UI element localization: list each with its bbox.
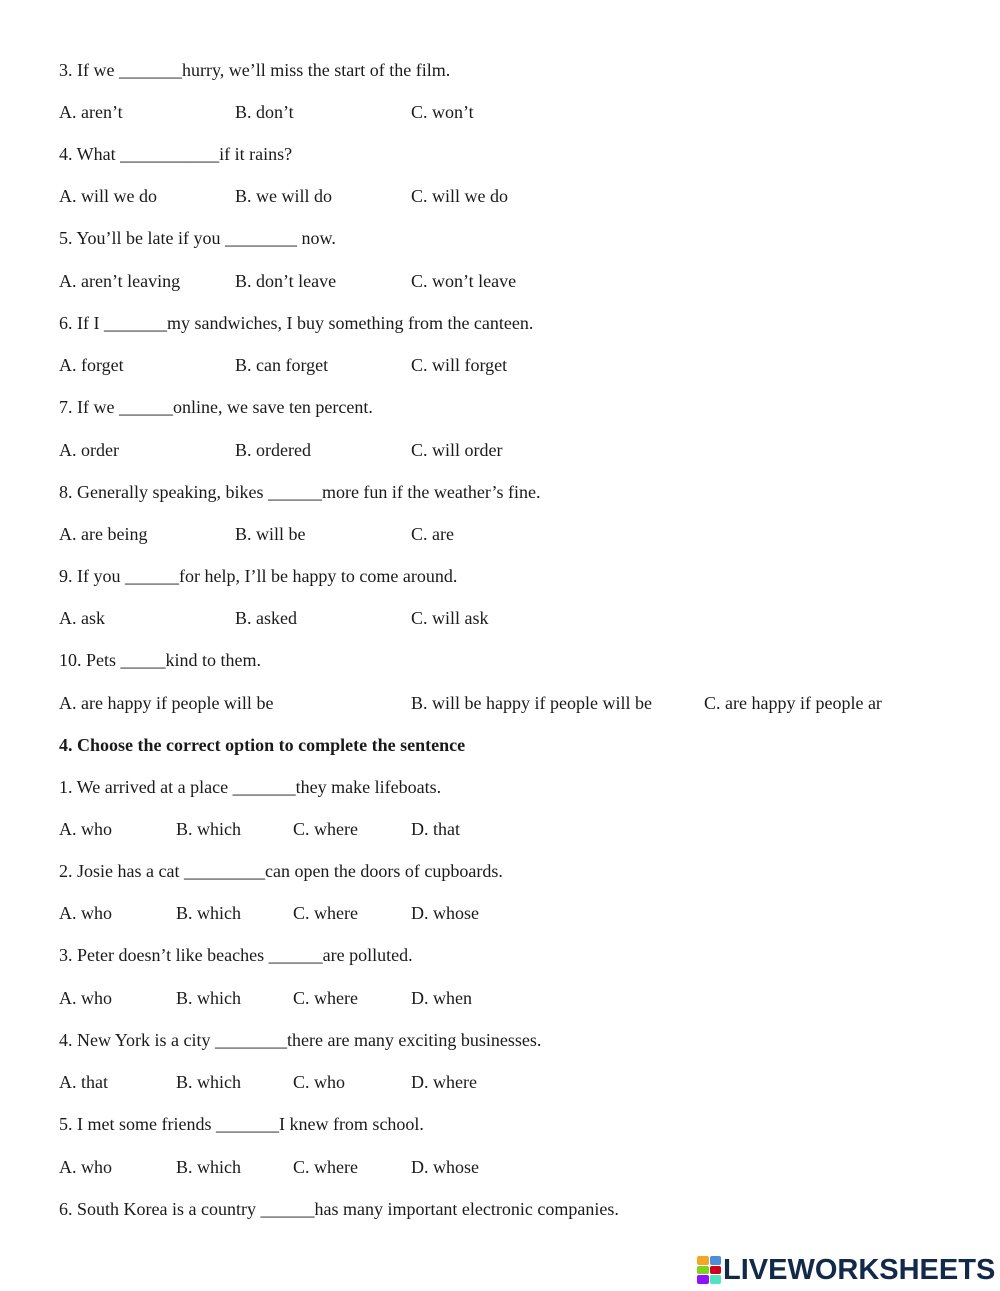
option-a[interactable]: A. are happy if people will be <box>59 693 274 713</box>
logo-icon <box>697 1256 721 1284</box>
option-a[interactable]: A. who <box>59 1157 112 1177</box>
option-d[interactable]: D. whose <box>411 903 479 923</box>
option-c[interactable]: C. where <box>293 988 358 1008</box>
option-b[interactable]: B. ordered <box>235 440 311 460</box>
question-6: 6. If I _______my sandwiches, I buy something from the canteen. <box>59 313 534 333</box>
option-b[interactable]: B. will be <box>235 524 306 544</box>
question-2: 2. Josie has a cat _________can open the doors of cupboards. <box>59 861 503 881</box>
option-b[interactable]: B. don’t leave <box>235 271 337 291</box>
option-a[interactable]: A. ask <box>59 608 105 628</box>
option-b[interactable]: B. which <box>176 903 241 923</box>
option-c[interactable]: C. are happy if people ar <box>704 693 882 713</box>
option-c[interactable]: C. where <box>293 903 358 923</box>
option-a[interactable]: A. order <box>59 440 119 460</box>
option-c[interactable]: C. where <box>293 1157 358 1177</box>
question-5b: 5. I met some friends _______I knew from school. <box>59 1114 424 1134</box>
option-d[interactable]: D. where <box>411 1072 477 1092</box>
question-6b: 6. South Korea is a country ______has many important electronic companies. <box>59 1199 619 1219</box>
option-a[interactable]: A. who <box>59 903 112 923</box>
option-c[interactable]: C. won’t leave <box>411 271 517 291</box>
option-b[interactable]: B. asked <box>235 608 297 628</box>
option-c[interactable]: C. will forget <box>411 355 508 375</box>
option-a[interactable]: A. aren’t leaving <box>59 271 181 291</box>
option-a[interactable]: A. will we do <box>59 186 157 206</box>
option-b[interactable]: B. can forget <box>235 355 329 375</box>
option-c[interactable]: C. where <box>293 819 358 839</box>
option-b[interactable]: B. which <box>176 1157 241 1177</box>
question-5: 5. You’ll be late if you ________ now. <box>59 228 336 248</box>
option-a[interactable]: A. forget <box>59 355 124 375</box>
question-8: 8. Generally speaking, bikes ______more fun if the weather’s fine. <box>59 482 541 502</box>
question-3b: 3. Peter doesn’t like beaches ______are polluted. <box>59 945 413 965</box>
option-b[interactable]: B. which <box>176 1072 241 1092</box>
option-c[interactable]: C. are <box>411 524 454 544</box>
question-7: 7. If we ______online, we save ten percent. <box>59 397 373 417</box>
question-4: 4. What ___________if it rains? <box>59 144 293 164</box>
question-9: 9. If you ______for help, I’ll be happy to come around. <box>59 566 458 586</box>
option-c[interactable]: C. will order <box>411 440 503 460</box>
question-1: 1. We arrived at a place _______they make lifeboats. <box>59 777 442 797</box>
option-b[interactable]: B. will be happy if people will be <box>411 693 652 713</box>
option-a[interactable]: A. are being <box>59 524 148 544</box>
option-c[interactable]: C. who <box>293 1072 346 1092</box>
option-a[interactable]: A. aren’t <box>59 102 123 122</box>
option-d[interactable]: D. whose <box>411 1157 479 1177</box>
option-a[interactable]: A. that <box>59 1072 108 1092</box>
option-b[interactable]: B. don’t <box>235 102 294 122</box>
question-3: 3. If we _______hurry, we’ll miss the start of the film. <box>59 60 451 80</box>
option-b[interactable]: B. which <box>176 819 241 839</box>
liveworksheets-logo <box>697 1254 995 1286</box>
option-d[interactable]: D. that <box>411 819 460 839</box>
option-d[interactable]: D. when <box>411 988 472 1008</box>
option-c[interactable]: C. won’t <box>411 102 474 122</box>
option-c[interactable]: C. will we do <box>411 186 508 206</box>
option-b[interactable]: B. which <box>176 988 241 1008</box>
option-b[interactable]: B. we will do <box>235 186 332 206</box>
option-a[interactable]: A. who <box>59 819 112 839</box>
question-10: 10. Pets _____kind to them. <box>59 650 261 670</box>
logo-text: LIVEWORKSHEETS <box>723 1254 996 1286</box>
question-4b: 4. New York is a city ________there are many exciting businesses. <box>59 1030 542 1050</box>
section-heading: 4. Choose the correct option to complete the sentence <box>59 735 466 755</box>
option-c[interactable]: C. will ask <box>411 608 489 628</box>
option-a[interactable]: A. who <box>59 988 112 1008</box>
